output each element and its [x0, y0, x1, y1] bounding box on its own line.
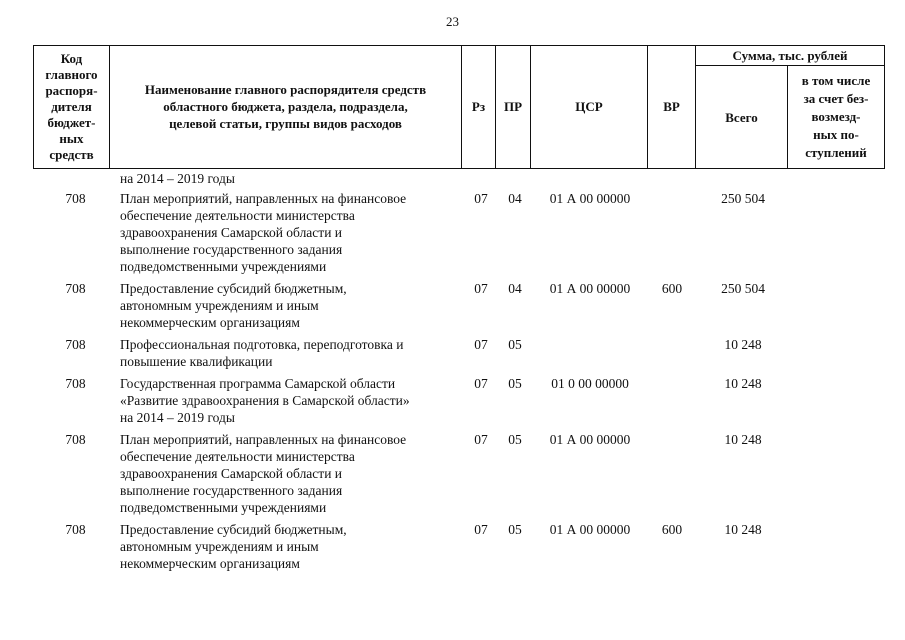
row-vr: 600 — [661, 522, 683, 537]
header-pr: ПР — [503, 99, 523, 114]
row-rz: 07 — [474, 522, 488, 537]
header-bottom-border — [33, 168, 885, 169]
row-total: 10 248 — [724, 376, 762, 391]
header-csr: ЦСР — [575, 99, 603, 114]
row-pr: 04 — [508, 281, 522, 296]
header-sum: Сумма, тыс. рублей — [732, 47, 848, 63]
row-csr: 01 А 00 00000 — [549, 522, 631, 537]
row-pr: 05 — [508, 432, 522, 447]
header-free: в том числе за счет без- возмезд- ных по- ступлений — [801, 73, 871, 160]
row-rz: 07 — [474, 376, 488, 391]
table-header — [33, 45, 885, 169]
row-csr: 01 А 00 00000 — [549, 281, 631, 296]
row-name: План мероприятий, направленных на финансовое обеспечение деятельности министерства здравоохранения Самарской области и выполнение государственного задания подведомственными учреждениями — [120, 432, 407, 515]
row-pr: 05 — [508, 522, 522, 537]
header-rz: Рз — [471, 99, 486, 114]
row-csr: 01 А 00 00000 — [549, 191, 631, 206]
row-name: Предоставление субсидий бюджетным, автономным учреждениям и иным некоммерческим организациям — [120, 522, 347, 571]
row-total: 10 248 — [724, 522, 762, 537]
row-rz: 07 — [474, 432, 488, 447]
row-pr: 05 — [508, 376, 522, 391]
header-code: Код главного распоря- дителя бюджет- ных средств — [45, 50, 98, 162]
row-rz: 07 — [474, 281, 488, 296]
row-total: 10 248 — [724, 337, 762, 352]
row-csr: 01 А 00 00000 — [549, 432, 631, 447]
continuation-text: на 2014 – 2019 годы — [120, 171, 235, 186]
row-name: Государственная программа Самарской области «Развитие здравоохранения в Самарской области» на 2014 – 2019 годы — [120, 376, 410, 425]
row-name: Профессиональная подготовка, переподготовка и повышение квалификации — [120, 337, 404, 369]
row-rz: 07 — [474, 337, 488, 352]
row-total: 10 248 — [724, 432, 762, 447]
row-code: 708 — [65, 191, 86, 206]
row-name: Предоставление субсидий бюджетным, автономным учреждениям и иным некоммерческим организациям — [120, 281, 347, 330]
row-vr: 600 — [661, 281, 683, 296]
row-code: 708 — [65, 337, 86, 352]
header-total: Всего — [725, 109, 758, 125]
page-number: 23 — [446, 14, 459, 29]
row-code: 708 — [65, 281, 86, 296]
row-csr: 01 0 00 00000 — [551, 376, 629, 391]
row-pr: 04 — [508, 191, 522, 206]
header-vr: ВР — [663, 99, 680, 114]
row-code: 708 — [65, 522, 86, 537]
row-total: 250 504 — [721, 281, 765, 296]
row-total: 250 504 — [721, 191, 765, 206]
header-right-border — [884, 45, 885, 169]
row-code: 708 — [65, 432, 86, 447]
header-name: Наименование главного распорядителя средств областного бюджета, раздела, подраздела, целевой статьи, группы видов расходов — [144, 82, 427, 131]
row-rz: 07 — [474, 191, 488, 206]
row-name: План мероприятий, направленных на финансовое обеспечение деятельности министерства здравоохранения Самарской области и выполнение государственного задания подведомственными учреждениями — [120, 191, 407, 274]
row-pr: 05 — [508, 337, 522, 352]
row-code: 708 — [65, 376, 86, 391]
